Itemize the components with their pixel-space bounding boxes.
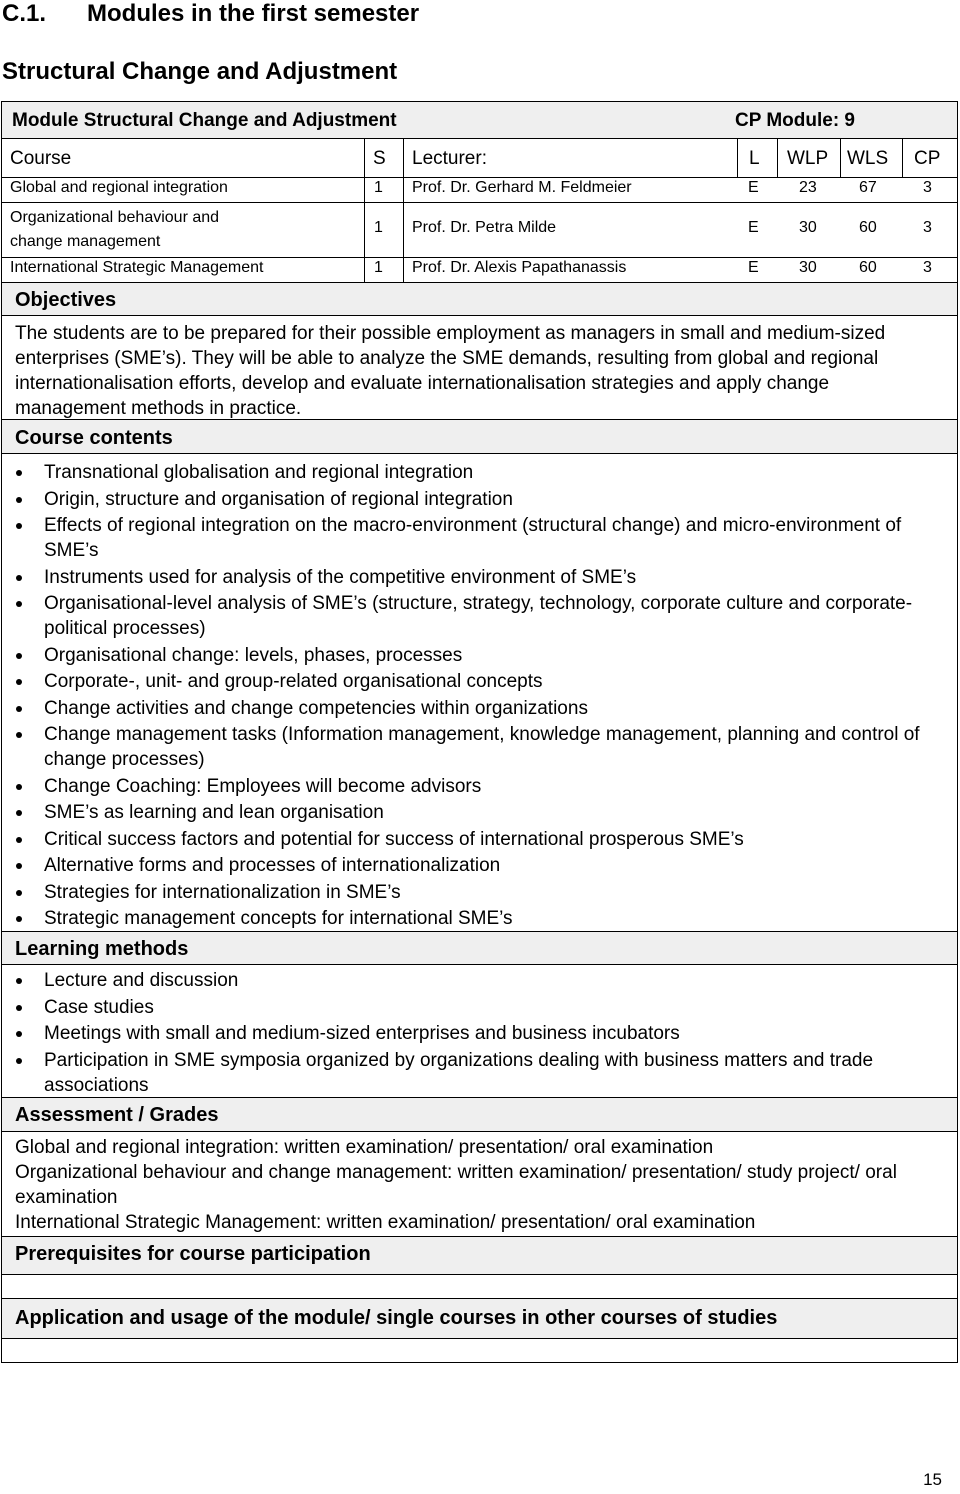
contents-list — [2, 460, 922, 933]
col-s: S — [373, 148, 386, 169]
list-item: Meetings with small and medium-sized enterprises and business incubators — [2, 1021, 922, 1046]
list-item: Participation in SME symposia organized by organizations dealing with business matters and trade associations — [2, 1048, 922, 1098]
assessment-line: Global and regional integration: written examination/ presentation/ oral examination — [15, 1137, 714, 1158]
list-item: Change management tasks (Information management, knowledge management, planning and control of change processes) — [2, 722, 922, 772]
learning-body — [1, 965, 958, 1098]
course-cp: 3 — [923, 179, 932, 196]
col-l: L — [749, 148, 760, 169]
list-item: Lecture and discussion — [2, 968, 922, 993]
section-heading — [2, 0, 419, 28]
list-item: Strategic management concepts for international SME’s — [2, 906, 922, 931]
page-number: 15 — [923, 1470, 942, 1489]
course-lecturer: Prof. Dr. Alexis Papathanassis — [412, 259, 627, 276]
list-item: Organisational change: levels, phases, processes — [2, 643, 922, 668]
course-lecturer: Prof. Dr. Petra Milde — [412, 219, 557, 236]
application-body — [1, 1339, 958, 1363]
list-item: Strategies for internationalization in SME’s — [2, 880, 922, 905]
list-item: Origin, structure and organisation of regional integration — [2, 487, 922, 512]
list-item: Critical success factors and potential for success of international prosperous SME’s — [2, 827, 922, 852]
section-title: Modules in the first semester — [87, 0, 420, 27]
table-row — [1, 258, 958, 283]
course-wlp: 30 — [799, 259, 817, 276]
course-name: Global and regional integration — [10, 179, 228, 196]
assessment-heading-row — [1, 1098, 958, 1132]
col-course: Course — [10, 148, 72, 169]
course-semester: 1 — [374, 259, 383, 276]
contents-heading: Course contents — [15, 427, 173, 449]
list-item: Change activities and change competencies within organizations — [2, 696, 922, 721]
col-wlp: WLP — [787, 148, 829, 169]
table-header-row — [1, 139, 958, 178]
contents-body — [1, 454, 958, 932]
application-heading-row — [1, 1299, 958, 1339]
course-cp: 3 — [923, 219, 932, 236]
col-lecturer: Lecturer: — [412, 148, 487, 169]
course-l: E — [748, 259, 759, 276]
list-item: Organisational-level analysis of SME’s (structure, strategy, technology, corporate culture and corporate-political processes) — [2, 591, 922, 641]
list-item: Change Coaching: Employees will become advisors — [2, 774, 922, 799]
list-item: Corporate-, unit- and group-related organisational concepts — [2, 669, 922, 694]
objectives-body — [1, 316, 958, 420]
course-cp: 3 — [923, 259, 932, 276]
course-wls: 60 — [859, 259, 877, 276]
list-item: Case studies — [2, 995, 922, 1020]
objectives-text: The students are to be prepared for their possible employment as managers in small and medium-sized enterprises (SME’s). They will be able to analyze the SME demands, resulting from global and regional internationalisation efforts, develop and evaluate internationalisation strategies and apply change management methods in practice. — [15, 323, 886, 419]
prerequisites-body — [1, 1275, 958, 1299]
col-wls: WLS — [847, 148, 889, 169]
assessment-line: Organizational behaviour and change management: written examination/ presentation/ study project/ oral examination — [15, 1162, 897, 1208]
list-item: Transnational globalisation and regional integration — [2, 460, 922, 485]
prerequisites-heading: Prerequisites for course participation — [15, 1243, 371, 1265]
course-lecturer: Prof. Dr. Gerhard M. Feldmeier — [412, 179, 632, 196]
course-wls: 60 — [859, 219, 877, 236]
course-name: Organizational behaviour and change management — [10, 209, 220, 250]
course-name: International Strategic Management — [10, 259, 264, 276]
course-l: E — [748, 179, 759, 196]
learning-heading-row — [1, 932, 958, 965]
assessment-heading: Assessment / Grades — [15, 1104, 219, 1126]
course-l: E — [748, 219, 759, 236]
module-title: Module Structural Change and Adjustment — [12, 110, 397, 131]
module-cp: CP Module: 9 — [735, 110, 855, 131]
learning-list — [2, 968, 922, 1099]
course-wlp: 30 — [799, 219, 817, 236]
learning-heading: Learning methods — [15, 938, 189, 960]
list-item: Instruments used for analysis of the competitive environment of SME’s — [2, 565, 922, 590]
list-item: SME’s as learning and lean organisation — [2, 800, 922, 825]
contents-heading-row — [1, 420, 958, 454]
course-wlp: 23 — [799, 179, 817, 196]
application-heading: Application and usage of the module/ single courses in other courses of studies — [15, 1307, 778, 1329]
course-wls: 67 — [859, 179, 877, 196]
objectives-heading-row — [1, 283, 958, 316]
list-item: Alternative forms and processes of internationalization — [2, 853, 922, 878]
assessment-body — [1, 1132, 958, 1237]
objectives-heading: Objectives — [15, 289, 117, 311]
assessment-line: International Strategic Management: written examination/ presentation/ oral examination — [15, 1212, 756, 1233]
course-semester: 1 — [374, 179, 383, 196]
prerequisites-heading-row — [1, 1237, 958, 1275]
table-row — [1, 178, 958, 203]
module-name-heading: Structural Change and Adjustment — [2, 58, 398, 85]
module-header-row — [1, 101, 958, 139]
section-number: C.1. — [2, 0, 47, 27]
col-cp: CP — [914, 148, 941, 169]
course-semester: 1 — [374, 219, 383, 236]
list-item: Effects of regional integration on the macro-environment (structural change) and micro-environment of SME’s — [2, 513, 922, 563]
table-row — [1, 203, 958, 258]
